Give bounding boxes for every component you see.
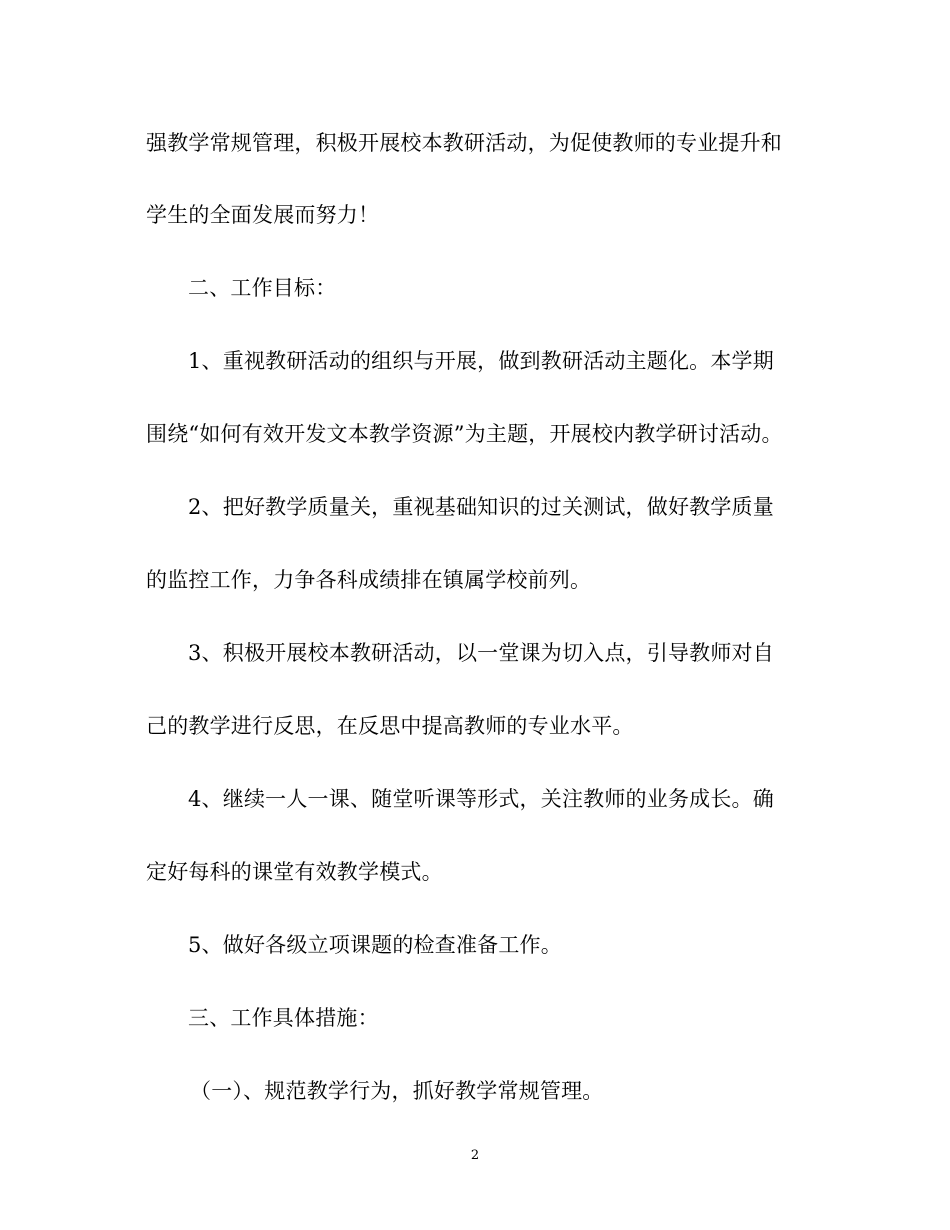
paragraph-line: 强教学常规管理，积极开展校本教研活动，为促使教师的专业提升和 [146,131,782,155]
paragraph-line: 5、做好各级立项课题的检查准备工作。 [188,933,562,957]
paragraph-line: 的监控工作，力争各科成绩排在镇属学校前列。 [146,568,592,592]
subsection-heading: （一）、规范教学行为，抓好教学常规管理。 [190,1079,604,1103]
paragraph-line: 己的教学进行反思，在反思中提高教师的专业水平。 [146,714,634,738]
section-heading: 二、工作目标： [188,276,337,300]
section-heading: 三、工作具体措施： [188,1006,379,1030]
page-number: 2 [470,1148,480,1163]
paragraph-line: 定好每科的课堂有效教学模式。 [146,860,443,884]
paragraph-line: 围绕“如何有效开发文本教学资源”为主题，开展校内教学研讨活动。 [146,422,783,446]
paragraph-line: 学生的全面发展而努力！ [146,203,380,227]
paragraph-line: 1、重视教研活动的组织与开展，做到教研活动主题化。本学期 [188,349,774,373]
paragraph-line: 4、继续一人一课、随堂听课等形式，关注教师的业务成长。确 [188,787,774,811]
paragraph-line: 3、积极开展校本教研活动，以一堂课为切入点，引导教师对自 [188,641,774,665]
paragraph-line: 2、把好教学质量关，重视基础知识的过关测试，做好教学质量 [188,495,774,519]
